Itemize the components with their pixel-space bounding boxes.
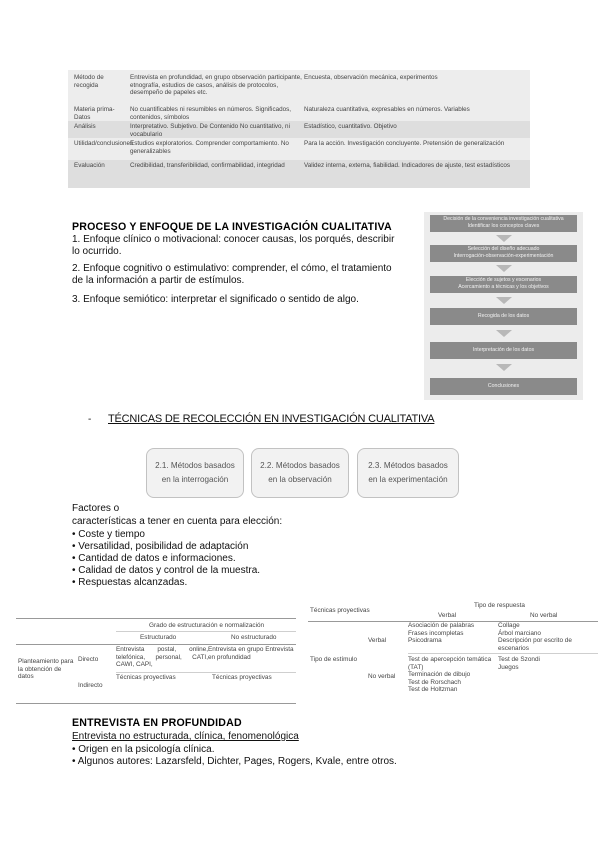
table-cell — [408, 656, 496, 694]
table-cell: Entrevista en profundidad, en grupo observación participante, etnografía, estudios de casos, análisis de protocolos, desempeño de papeles etc. — [130, 74, 302, 96]
cell-line: Frases incompletas — [408, 629, 464, 637]
list-item: • Origen en la psicología clínica. — [72, 744, 492, 756]
table-cell: Evaluación — [74, 162, 105, 169]
table-cell: Entrevista postal, online, telefónica, personal, CATI, CAWI, CAPI, — [116, 646, 208, 669]
table-cell — [408, 622, 496, 645]
factors-title: características a tener en cuenta para elección: — [72, 516, 283, 527]
box-label: 2.3. Métodos basados — [368, 461, 448, 470]
cell-line: Juegos — [498, 663, 519, 671]
table-header: Tipo de respuesta — [474, 602, 525, 609]
table-row — [68, 138, 530, 158]
table-cell: Análisis — [74, 123, 96, 130]
row-label: Verbal — [368, 637, 387, 644]
flow-step-label: Interrogación-observación-experimentación — [453, 253, 554, 259]
list-item: • Calidad de datos y control de la muestra. — [72, 565, 402, 577]
cell-line: Terminación de dibujo — [408, 671, 471, 679]
box-label: 2.2. Métodos basados — [260, 461, 340, 470]
table-cell: Encuesta, observación mecánica, experimentos — [304, 74, 438, 81]
flow-step-label: Selección del diseño adecuado — [467, 246, 540, 252]
table-rule — [116, 672, 296, 673]
list-item: 3. Enfoque semiótico: interpretar el significado o sentido de algo. — [72, 294, 359, 305]
cell-line: Collage — [498, 622, 520, 629]
table-cell: Validez interna, externa, fiabilidad. Indicadores de ajuste, test estadísticos — [304, 162, 511, 169]
table-cell: Naturaleza cuantitativa, expresables en números. Variables — [304, 106, 470, 113]
row-label: Planteamiento para la obtención de datos — [18, 658, 74, 681]
table-cell: Credibilidad, transferibilidad, confirmabilidad, integridad — [130, 162, 285, 169]
technique-box-observation — [251, 448, 349, 498]
list-item: • Respuestas alcanzadas. — [72, 577, 402, 589]
column-header: No estructurado — [231, 634, 277, 641]
list-item: • Versatilidad, posibilidad de adaptación — [72, 541, 402, 553]
table-row — [68, 72, 530, 102]
table-rule — [116, 631, 296, 632]
table-title: Técnicas proyectivas — [310, 607, 370, 614]
flow-step — [430, 276, 577, 293]
list-item: • Cantidad de datos e informaciones. — [72, 553, 402, 565]
down-arrow-icon — [496, 235, 512, 242]
row-label: Tipo de estímulo — [310, 656, 358, 663]
cell-line: Test de apercepción temática (TAT) — [408, 656, 492, 671]
technique-box-interrogation — [146, 448, 244, 498]
list-dash: - — [88, 414, 92, 425]
table-cell: Materia prima-Datos — [74, 106, 115, 121]
flow-step — [430, 245, 577, 262]
column-header: No verbal — [530, 612, 558, 619]
table-cell: Interpretativo. Subjetivo. De Contenido No cuantitativo, ni vocabulario — [130, 123, 290, 138]
list-item: 2. Enfoque cognitivo o estimulativo: comprender, el cómo, el tratamiento de la información a partir de estímulos. — [72, 263, 392, 286]
list-item: • Algunos autores: Lazarsfeld, Dichter, Pages, Rogers, Kvale, entre otros. — [72, 756, 492, 768]
structure-table — [16, 618, 296, 704]
comparison-table — [68, 70, 530, 188]
flow-step-label: Interpretación de los datos — [472, 347, 535, 353]
box-label: en la interrogación — [161, 475, 229, 484]
down-arrow-icon — [496, 297, 512, 304]
flow-step-label: Decisión de la conveniencia investigación cualitativa — [443, 216, 564, 222]
section-title: PROCESO Y ENFOQUE DE LA INVESTIGACIÓN CUALITATIVA — [72, 221, 392, 233]
table-rule — [16, 618, 296, 619]
table-rule — [16, 703, 296, 704]
table-cell: Estadístico, cuantitativo. Objetivo — [304, 123, 397, 130]
table-cell: Método de recogida — [74, 74, 104, 89]
flow-step-label: Acercamiento a técnicas y los objetivos — [458, 284, 549, 290]
table-cell: Entrevista en grupo Entrevista en profundidad — [208, 646, 294, 661]
section-title: TÉCNICAS DE RECOLECCIÓN EN INVESTIGACIÓN CUALITATIVA — [108, 413, 435, 425]
table-cell: Utilidad/conclusiones — [74, 140, 134, 147]
column-header: Estructurado — [140, 634, 177, 641]
cell-line: Test de Rorschach — [408, 678, 461, 686]
flow-step — [430, 215, 577, 232]
cell-line: Test de Szondi — [498, 656, 540, 663]
flow-step — [430, 378, 577, 395]
table-cell: Técnicas proyectivas — [212, 674, 272, 681]
interview-list — [72, 744, 492, 768]
list-item: • Coste y tiempo — [72, 529, 402, 541]
row-label: No verbal — [368, 673, 396, 680]
cell-line: Test de Holtzman — [408, 686, 458, 694]
projective-table — [308, 601, 598, 699]
flow-step-label: Elección de sujetos y escenarios — [465, 277, 542, 283]
table-cell — [498, 656, 596, 671]
table-rule — [16, 644, 296, 645]
box-label: en la experimentación — [368, 475, 448, 484]
table-row — [68, 160, 530, 188]
table-header: Grado de estructuración e normalización — [149, 622, 265, 629]
technique-box-experimentation — [357, 448, 459, 498]
section-title: ENTREVISTA EN PROFUNDIDAD — [72, 717, 242, 729]
process-flowchart — [424, 212, 583, 400]
table-row — [68, 104, 530, 121]
table-cell: No cuantificables ni resumibles en números. Significados, contenidos, símbolos — [130, 106, 292, 121]
cell-line: Psicodrama — [408, 637, 442, 645]
flow-step — [430, 308, 577, 325]
table-cell: Para la acción. Investigación concluyente. Pretensión de generalización — [304, 140, 505, 147]
row-label: Indirecto — [78, 682, 103, 689]
flow-step-label: Identificar los conceptos claves — [467, 223, 540, 229]
table-cell: Técnicas proyectivas — [116, 674, 176, 681]
table-row — [68, 121, 530, 138]
list-item: 1. Enfoque clínico o motivacional: conocer causas, los porqués, describir lo ocurrido. — [72, 234, 395, 257]
cell-line: Asociación de palabras — [408, 622, 475, 629]
table-rule — [408, 653, 598, 654]
down-arrow-icon — [496, 265, 512, 272]
cell-line: Descripción por escrito de escenarios — [498, 637, 572, 652]
flow-step-label: Conclusiones — [487, 383, 520, 389]
flow-step-label: Recogida de los datos — [477, 313, 530, 319]
table-cell — [498, 622, 596, 652]
column-header: Verbal — [438, 612, 457, 619]
table-cell: Estudios exploratorios. Comprender comportamiento. No generalizables — [130, 140, 289, 155]
down-arrow-icon — [496, 330, 512, 337]
cell-line: Árbol marciano — [498, 629, 541, 637]
box-label: 2.1. Métodos basados — [155, 461, 235, 470]
flow-step — [430, 342, 577, 359]
factors-list — [72, 529, 402, 589]
down-arrow-icon — [496, 364, 512, 371]
factors-title: Factores o — [72, 503, 120, 514]
section-subtitle: Entrevista no estructurada, clínica, fenomenológica — [72, 731, 299, 742]
row-label: Directo — [78, 656, 99, 663]
box-label: en la observación — [268, 475, 332, 484]
